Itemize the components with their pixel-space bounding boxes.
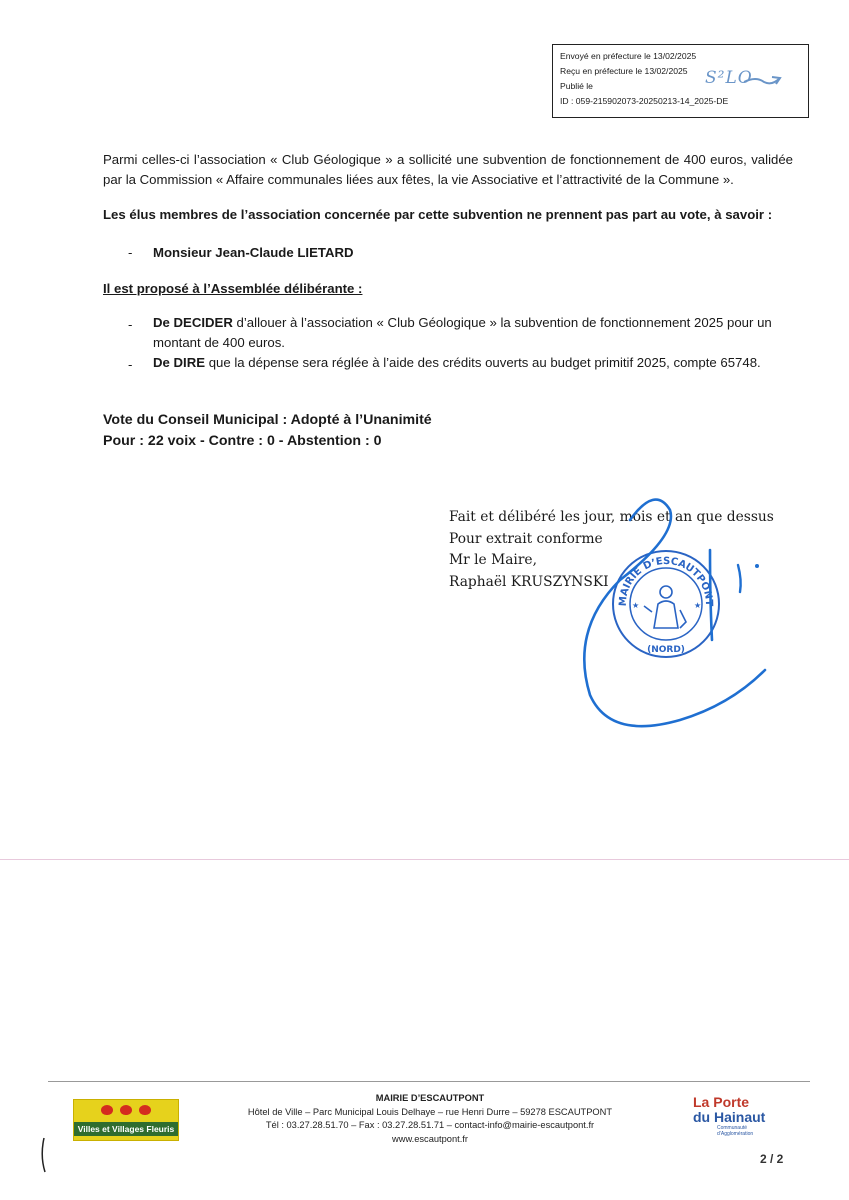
porte-line1: La Porte xyxy=(693,1094,750,1110)
vote-result xyxy=(103,410,432,452)
footer-contact: Tél : 03.27.28.51.70 – Fax : 03.27.28.51.71 – contact-info@mairie-escautpont.fr xyxy=(265,1120,595,1130)
villes-villages-fleuris-logo xyxy=(73,1099,179,1141)
dire-label: De DIRE xyxy=(153,355,206,370)
list-dash: - xyxy=(128,357,133,372)
decision-item-dire xyxy=(153,353,793,373)
s2low-logo: S²LO xyxy=(705,68,753,88)
vote-line-counts: Pour : 22 voix - Contre : 0 - Abstention : 0 xyxy=(103,433,382,449)
signature-line-maire: Mr le Maire, xyxy=(449,552,537,568)
footer-address: Hôtel de Ville – Parc Municipal Louis Delhaye – rue Henri Durre – 59278 ESCAUTPONT xyxy=(247,1106,613,1117)
page-number: 2 / 2 xyxy=(760,1152,784,1166)
stamp-publie: Publié le xyxy=(560,81,593,91)
footer-address-block xyxy=(180,1092,680,1146)
proposal-heading: Il est proposé à l’Assemblée délibérante : xyxy=(103,281,363,296)
signature-line-name: Raphaël KRUSZYNSKI xyxy=(449,573,609,590)
footer-title: MAIRIE D’ESCAUTPONT xyxy=(375,1093,485,1103)
handwritten-mark xyxy=(36,1136,52,1176)
signature-line-fait: Fait et délibéré les jour, mois et an que dessus xyxy=(449,509,774,525)
porte-du-hainaut-logo xyxy=(693,1095,765,1137)
dire-text: que la dépense sera réglée à l’aide des crédits ouverts au budget primitif 2025, compte 65748. xyxy=(205,355,761,370)
seal-text-top: MAIRIE D’ESCAUTPONT xyxy=(617,555,715,607)
paragraph-elus: Les élus membres de l’association concernée par cette subvention ne prennent pas part au vote, à savoir : xyxy=(103,207,773,222)
flower-icon xyxy=(139,1105,151,1115)
decider-text: d’allouer à l’association « Club Géologique » la subvention de fonctionnement 2025 pour un montant de 400 euros. xyxy=(153,315,772,350)
list-dash: - xyxy=(128,317,133,332)
porte-line2: du Hainaut xyxy=(693,1109,766,1125)
list-dash: - xyxy=(128,245,133,260)
vvf-label: Villes et Villages Fleuris xyxy=(74,1122,178,1136)
stamp-envoye: Envoyé en préfecture le 13/02/2025 xyxy=(560,51,697,61)
s2low-arrow-icon xyxy=(742,74,782,88)
footer-divider xyxy=(48,1081,810,1082)
seal-text-bottom: (NORD) xyxy=(647,645,685,655)
decision-item-decider xyxy=(153,313,793,353)
paragraph-subvention: Parmi celles-ci l’association « Club Géologique » a sollicité une subvention de fonctionnement de 400 euros, validée par la Commission « Affaire communales liées aux fêtes, la vie Associative et l’attractivité de la Commune ». xyxy=(103,152,793,187)
page-fold-line xyxy=(0,859,849,860)
decider-label: De DECIDER xyxy=(153,315,233,330)
flower-icon xyxy=(120,1105,132,1115)
vote-line-adopted: Vote du Conseil Municipal : Adopté à l’Unanimité xyxy=(103,412,432,428)
seal-star-icon: ★ xyxy=(632,601,640,610)
porte-subtitle: Communauté d’Agglomération xyxy=(717,1125,754,1137)
stamp-recu: Reçu en préfecture le 13/02/2025 xyxy=(560,66,688,76)
footer-website[interactable]: www.escautpont.fr xyxy=(392,1133,468,1144)
seal-star-icon: ★ xyxy=(694,601,702,610)
signature-line-extrait: Pour extrait conforme xyxy=(449,530,603,547)
handwritten-signature xyxy=(560,480,800,740)
member-item xyxy=(128,243,132,263)
member-name: Monsieur Jean-Claude LIETARD xyxy=(153,245,354,260)
stamp-id: ID : 059-215902073-20250213-14_2025-DE xyxy=(560,96,729,106)
flower-icon xyxy=(101,1105,113,1115)
